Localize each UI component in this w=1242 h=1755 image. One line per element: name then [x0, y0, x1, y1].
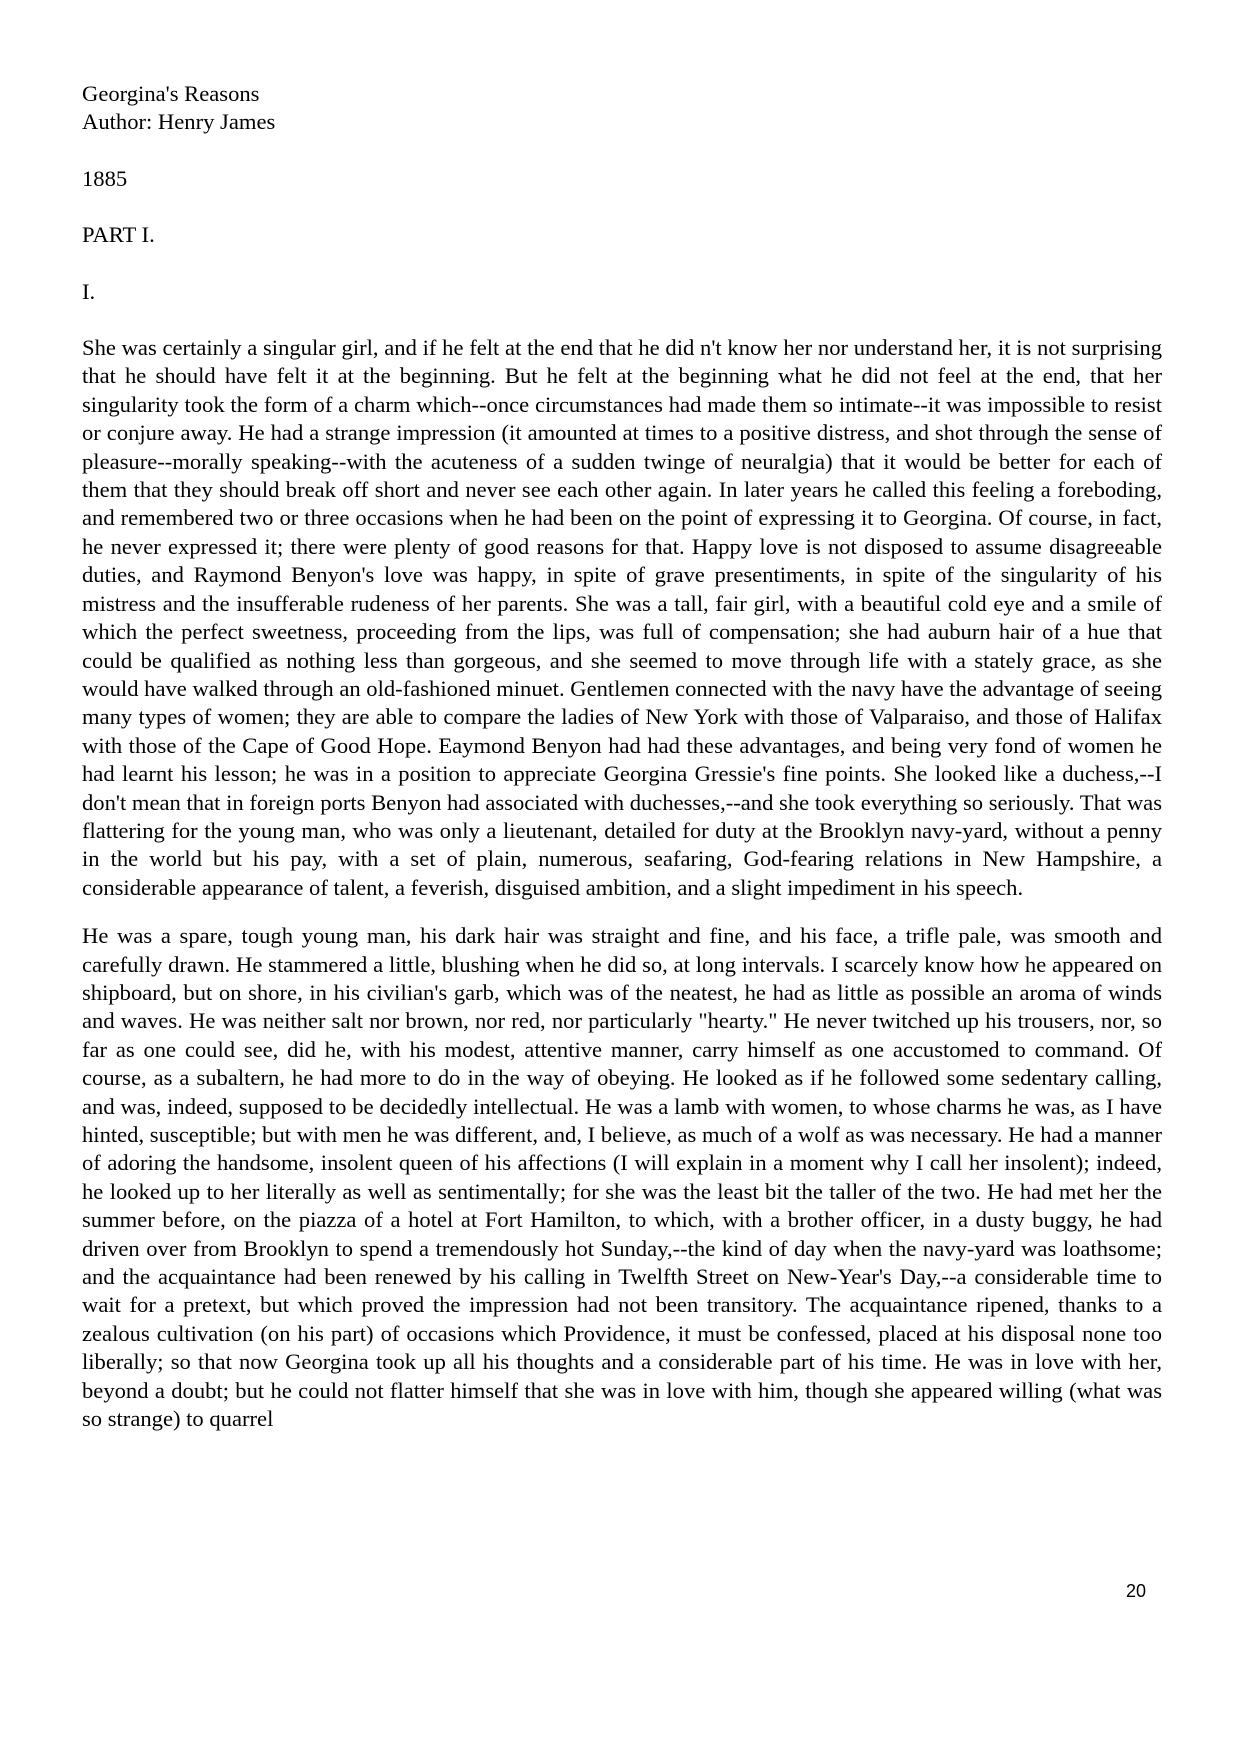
document-page: [82, 80, 1162, 1433]
publication-year: 1885: [82, 165, 128, 191]
body-paragraph: She was certainly a singular girl, and if he felt at the end that he did n't know her nor understand her, it is not surprising that he should have felt it at the beginning. But he felt at the beginning what he did not feel at the end, that her singularity took the form of a charm which--once circumstances had made them so intimate--it was impossible to resist or conjure away. He had a strange impression (it amounted at times to a positive distress, and shot through the sense of pleasure--morally speaking--with the acuteness of a sudden twinge of neuralgia) that it would be better for each of them that they should break off short and never see each other again. In later years he called this feeling a foreboding, and remembered two or three occasions when he had been on the point of expressing it to Georgina. Of course, in fact, he never expressed it; there were plenty of good reasons for that. Happy love is not disposed to assume disagreeable duties, and Raymond Benyon's love was happy, in spite of grave presentiments, in spite of the singularity of his mistress and the insufferable rudeness of her parents. She was a tall, fair girl, with a beautiful cold eye and a smile of which the perfect sweetness, proceeding from the lips, was full of compensation; she had auburn hair of a hue that could be qualified as nothing less than gorgeous, and she seemed to move through life with a stately grace, as she would have walked through an old-fashioned minuet. Gentlemen connected with the navy have the advantage of seeing many types of women; they are able to compare the ladies of New York with those of Valparaiso, and those of Halifax with those of the Cape of Good Hope. Eaymond Benyon had had these advantages, and being very fond of women he had learnt his lesson; he was in a position to appreciate Georgina Gressie's fine points. She looked like a duchess,--I don't mean that in foreign ports Benyon had associated with duchesses,--and she took everything so seriously. That was flattering for the young man, who was only a lieutenant, detailed for duty at the Brooklyn navy-yard, without a penny in the world but his pay, with a set of plain, numerous, seafaring, God-fearing relations in New Hampshire, a considerable appearance of talent, a feverish, disguised ambition, and a slight impediment in his speech.: [82, 335, 1162, 900]
part-heading: PART I.: [82, 222, 155, 248]
page-number: 20: [1126, 1581, 1147, 1601]
author-line: Author: Henry James: [82, 109, 276, 135]
chapter-heading: I.: [82, 278, 96, 304]
body-paragraph: He was a spare, tough young man, his dark hair was straight and fine, and his face, a trifle pale, was smooth and carefully drawn. He stammered a little, blushing when he did so, at long intervals. I scarcely know how he appeared on shipboard, but on shore, in his civilian's garb, which was of the neatest, he had as little as possible an aroma of winds and waves. He was neither salt nor brown, nor red, nor particularly "hearty." He never twitched up his trousers, nor, so far as one could see, did he, with his modest, attentive manner, carry himself as one accustomed to command. Of course, as a subaltern, he had more to do in the way of obeying. He looked as if he followed some sedentary calling, and was, indeed, supposed to be decidedly intellectual. He was a lamb with women, to whose charms he was, as I have hinted, susceptible; but with men he was different, and, I believe, as much of a wolf as was necessary. He had a manner of adoring the handsome, insolent queen of his affections (I will explain in a moment why I call her insolent); indeed, he looked up to her literally as well as sentimentally; for she was the least bit the taller of the two. He had met her the summer before, on the piazza of a hotel at Fort Hamilton, to which, with a brother officer, in a dusty buggy, he had driven over from Brooklyn to spend a tremendously hot Sunday,--the kind of day when the navy-yard was loathsome; and the acquaintance had been renewed by his calling in Twelfth Street on New-Year's Day,--a considerable time to wait for a pretext, but which proved the impression had not been transitory. The acquaintance ripened, thanks to a zealous cultivation (on his part) of occasions which Providence, it must be confessed, placed at his disposal none too liberally; so that now Georgina took up all his thoughts and a considerable part of his time. He was in love with her, beyond a doubt; but he could not flatter himself that she was in love with him, though she appeared willing (what was so strange) to quarrel: [82, 923, 1162, 1432]
document-title: Georgina's Reasons: [82, 81, 260, 106]
